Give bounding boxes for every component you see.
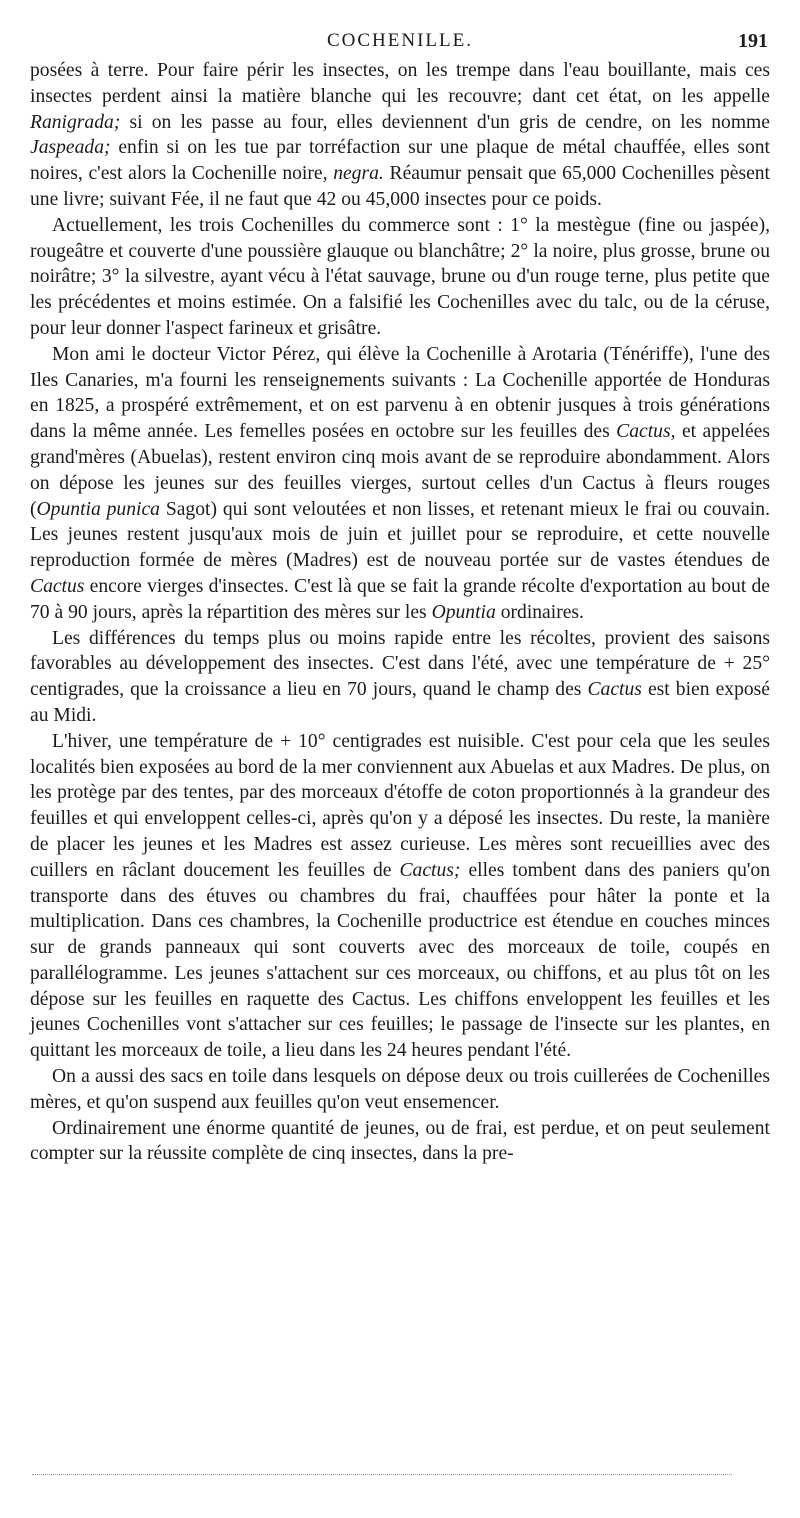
text-segment: et appelées grand'mères (Abuelas), restent environ cinq mois avant de se reproduire abondamment. Alors on dépose les jeunes sur des feuilles vierges, surtout celles d'un Cactus à fleurs rouges ( bbox=[30, 421, 770, 520]
text-segment: Mon ami le docteur Victor Pérez, qui élève la Cochenille à Arotaria (Ténériffe), l'une des Iles Canaries, m'a fourni les renseignements suivants : La Cochenille apportée de Honduras en 1825, a prospéré extrêmement, et on est parvenu à en obtenir jusques à trois générations dans la même année. Les femelles posées en octobre sur les feuilles des bbox=[30, 343, 770, 443]
paragraph-7 bbox=[30, 1116, 770, 1168]
paragraph-3 bbox=[30, 342, 770, 626]
paragraph-2 bbox=[30, 213, 770, 342]
text-segment: Les différences du temps plus ou moins rapide entre les récoltes, provient des saisons favorables au développement des insectes. C'est dans l'été, avec une température de + 25° centigrades, que la croissance a lieu en 70 jours, quand le champ des bbox=[30, 627, 770, 701]
text-segment: Ordinairement une énorme quantité de jeunes, ou de frai, est perdue, et on peut seulement compter sur la réussite complète de cinq insectes, dans la pre- bbox=[30, 1117, 770, 1165]
italic-term-cactus: Cactus, bbox=[616, 421, 676, 443]
running-title: COCHENILLE. bbox=[326, 30, 473, 51]
text-segment: si on les passe au four, elles deviennent d'un gris de cendre, on les nomme bbox=[120, 111, 770, 133]
footer-dotted-rule bbox=[32, 1474, 732, 1475]
italic-term-ranigrada: Ranigrada; bbox=[30, 111, 121, 133]
text-segment: Réaumur pensait que 65,000 Cochenilles pèsent une livre; suivant Fée, il ne faut que 42 ou 45,000 insectes pour ce poids. bbox=[30, 163, 771, 210]
italic-term-jaspeada: Jaspeada; bbox=[30, 137, 111, 159]
text-segment: On a aussi des sacs en toile dans lesquels on dépose deux ou trois cuillerées de Cochenilles mères, et qu'on suspend aux feuilles qu'on veut ensemencer. bbox=[30, 1066, 770, 1113]
italic-term-negra: negra. bbox=[333, 163, 384, 185]
body-text bbox=[30, 58, 770, 1167]
text-segment: ordinaires. bbox=[495, 601, 584, 623]
text-segment: L'hiver, une température de + 10° centigrades est nuisible. C'est pour cela que les seules localités bien exposées au bord de la mer conviennent aux Abuelas et aux Madres. De plus, on les protège par des tentes, par des morceaux d'étoffe de coton proportionnés à la grandeur des feuilles et qui enveloppent celles-ci, après qu'on y a déposé les insectes. Du reste, la manière de placer les jeunes et les Madres est assez curieuse. Les mères sont recueillies avec des cuillers en râclant doucement les feuilles de bbox=[30, 730, 770, 881]
text-segment: posées à terre. Pour faire périr les insectes, on les trempe dans l'eau bouillante, mais ces insectes perdent ainsi la matière blanche qui les recouvre; dant cet état, on les appelle bbox=[30, 60, 770, 107]
text-segment: est bien exposé au Midi. bbox=[30, 679, 770, 726]
italic-term-opuntia: Opuntia bbox=[431, 601, 496, 623]
paragraph-1 bbox=[30, 58, 770, 213]
italic-term-opuntia-punica: Opuntia punica bbox=[36, 498, 160, 520]
book-page bbox=[30, 22, 770, 1167]
page-number: 191 bbox=[738, 30, 768, 52]
text-segment: encore vierges d'insectes. C'est là que se fait la grande récolte d'exportation au bout de 70 à 90 jours, après la répartition des mères sur les bbox=[30, 575, 770, 623]
text-segment: enfin si on les tue par torréfaction sur une plaque de métal chauffée, elles sont noires, c'est alors la Cochenille noire, bbox=[30, 137, 770, 185]
text-segment: Actuellement, les trois Cochenilles du commerce sont : 1° la mestègue (fine ou jaspée), rougeâtre et couverte d'une poussière glauque ou blanchâtre; 2° la noire, plus grosse, brune ou noirâtre; 3° la silvestre, ayant vécu à l'état sauvage, brune ou d'un rouge terne, plus petite que les précédentes et moins estimée. On a falsifié les Cochenilles avec du talc, ou de la céruse, pour leur donner l'aspect farineux et grisâtre. bbox=[30, 214, 770, 339]
paragraph-6 bbox=[30, 1064, 770, 1116]
italic-term-cactus: Cactus; bbox=[399, 859, 461, 881]
paragraph-5 bbox=[30, 729, 770, 1064]
text-segment: elles tombent dans des paniers qu'on transporte dans des étuves ou chambres du frai, chauffées pour hâter la ponte et la multiplication. Dans ces chambres, la Cochenille productrice est étendue en couches minces sur de grands panneaux qui sont couverts avec des morceaux de toile, coupés en parallélogramme. Les jeunes s'attachent sur ces morceaux, ou chiffons, et au plus tôt on les dépose sur les feuilles en raquette des Cactus. Les chiffons enveloppent les feuilles et les jeunes Cochenilles vont s'attacher sur ces feuilles; le passage de l'insecte sur les plantes, en quittant les morceaux de toile, a lieu dans les 24 heures pendant l'été. bbox=[30, 859, 770, 1062]
running-head bbox=[30, 22, 770, 58]
italic-term-cactus: Cactus bbox=[587, 679, 642, 701]
paragraph-4 bbox=[30, 626, 770, 729]
italic-term-cactus: Cactus bbox=[30, 575, 85, 597]
text-segment: Sagot) qui sont veloutées et non lisses, et retenant mieux le frai ou couvain. Les jeunes restent jusqu'aux mois de juin et juillet pour se reproduire, et cette nouvelle reproduction formée de mères (Madres) est de nouveau portée sur de vastes étendues de bbox=[30, 498, 770, 572]
